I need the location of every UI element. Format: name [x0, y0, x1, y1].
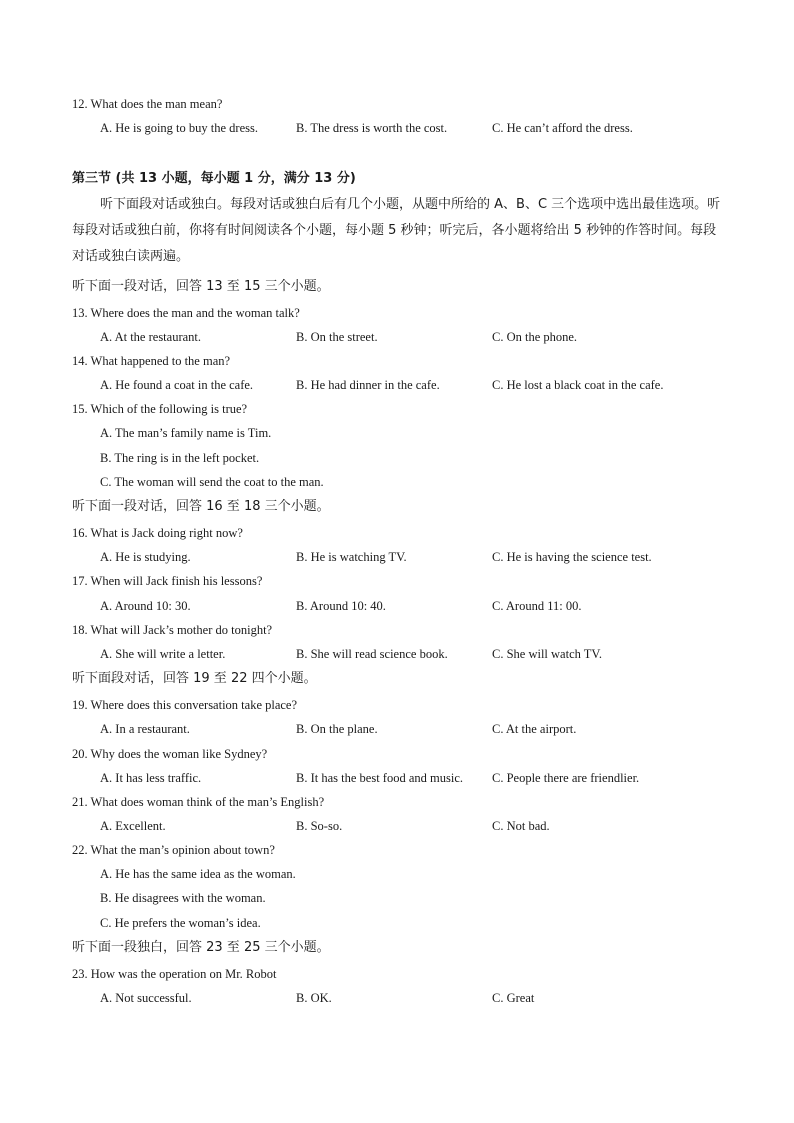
- question-18-option-c: C. She will watch TV.: [492, 647, 602, 661]
- question-23: 23. How was the operation on Mr. Robot: [72, 967, 277, 981]
- question-17-option-a: A. Around 10: 30.: [100, 599, 191, 613]
- question-16-option-c: C. He is having the science test.: [492, 550, 652, 564]
- question-19-option-b: B. On the plane.: [296, 722, 378, 736]
- question-20-option-a: A. It has less traffic.: [100, 771, 202, 785]
- question-20-option-b: B. It has the best food and music.: [296, 771, 463, 785]
- question-19: 19. Where does this conversation take place?: [72, 698, 298, 712]
- question-13-option-b: B. On the street.: [296, 330, 378, 344]
- monologue-intro: 听下面一段独白，回答 23 至 25 三个小题。: [72, 940, 330, 955]
- question-18-option-a: A. She will write a letter.: [100, 647, 226, 661]
- question-12: 12. What does the man mean?: [72, 97, 223, 111]
- question-22-option-a: A. He has the same idea as the woman.: [100, 867, 296, 881]
- question-14: 14. What happened to the man?: [72, 354, 231, 368]
- section-heading: 第三节 (共 13 小题，每小题 1 分，满分 13 分): [72, 171, 356, 186]
- question-21-option-a: A. Excellent.: [100, 819, 166, 833]
- question-13: 13. Where does the man and the woman talk?: [72, 306, 300, 320]
- question-17: 17. When will Jack finish his lessons?: [72, 574, 263, 588]
- question-21: 21. What does woman think of the man’s English?: [72, 795, 325, 809]
- dialogue-intro-2: 听下面一段对话，回答 16 至 18 三个小题。: [72, 499, 330, 514]
- question-12-option-c: C. He can’t afford the dress.: [492, 121, 633, 135]
- question-16-option-b: B. He is watching TV.: [296, 550, 407, 564]
- question-15-option-a: A. The man’s family name is Tim.: [100, 426, 272, 440]
- question-22-option-b: B. He disagrees with the woman.: [100, 891, 266, 905]
- question-16-option-a: A. He is studying.: [100, 550, 191, 564]
- question-15-option-b: B. The ring is in the left pocket.: [100, 451, 260, 465]
- dialogue-intro-3: 听下面段对话，回答 19 至 22 四个小题。: [72, 671, 317, 686]
- question-20-option-c: C. People there are friendlier.: [492, 771, 640, 785]
- question-23-option-b: B. OK.: [296, 991, 332, 1005]
- question-21-option-b: B. So-so.: [296, 819, 343, 833]
- question-13-option-c: C. On the phone.: [492, 330, 578, 344]
- question-23-option-c: C. Great: [492, 991, 535, 1005]
- question-15: 15. Which of the following is true?: [72, 402, 248, 416]
- question-22: 22. What the man’s opinion about town?: [72, 843, 275, 857]
- question-13-option-a: A. At the restaurant.: [100, 330, 202, 344]
- question-15-option-c: C. The woman will send the coat to the man.: [100, 475, 324, 489]
- question-23-option-a: A. Not successful.: [100, 991, 192, 1005]
- question-17-option-b: B. Around 10: 40.: [296, 599, 386, 613]
- question-21-option-c: C. Not bad.: [492, 819, 550, 833]
- question-14-option-c: C. He lost a black coat in the cafe.: [492, 378, 664, 392]
- question-22-option-c: C. He prefers the woman’s idea.: [100, 916, 261, 930]
- question-19-option-a: A. In a restaurant.: [100, 722, 190, 736]
- question-19-option-c: C. At the airport.: [492, 722, 577, 736]
- question-17-option-c: C. Around 11: 00.: [492, 599, 582, 613]
- question-18: 18. What will Jack’s mother do tonight?: [72, 623, 273, 637]
- question-12-option-a: A. He is going to buy the dress.: [100, 121, 258, 135]
- question-14-option-b: B. He had dinner in the cafe.: [296, 378, 440, 392]
- section-instructions: 听下面段对话或独白。每段对话或独白后有几个小题，从题中所给的 A、B、C 三个选项中选出最佳选项。听每段对话或独白前，你将有时间阅读各个小题，每小题 5 秒钟；听完后，各小题将给出 5 秒钟的作答时间。每段对话或独白读两遍。: [72, 197, 721, 264]
- question-20: 20. Why does the woman like Sydney?: [72, 747, 268, 761]
- question-14-option-a: A. He found a coat in the cafe.: [100, 378, 254, 392]
- question-18-option-b: B. She will read science book.: [296, 647, 448, 661]
- question-16: 16. What is Jack doing right now?: [72, 526, 243, 540]
- dialogue-intro-1: 听下面一段对话，回答 13 至 15 三个小题。: [72, 279, 330, 294]
- question-12-option-b: B. The dress is worth the cost.: [296, 121, 448, 135]
